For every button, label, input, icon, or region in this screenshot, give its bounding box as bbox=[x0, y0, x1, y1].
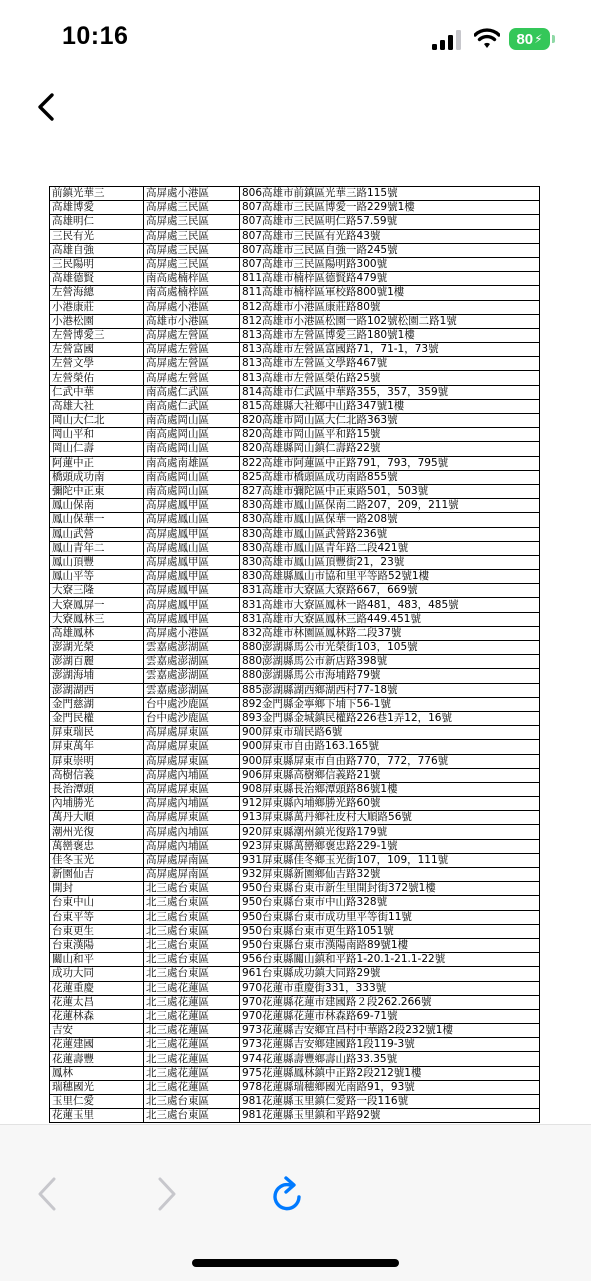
region-cell: 南高處南雄區 bbox=[144, 456, 240, 470]
charging-bolt-icon: ⚡ bbox=[534, 32, 543, 46]
table-row bbox=[50, 655, 540, 669]
region-cell: 北三處台東區 bbox=[144, 967, 240, 981]
branch-name-cell: 鳳林 bbox=[50, 1066, 144, 1080]
table-row bbox=[50, 839, 540, 853]
address-cell: 822高雄市阿蓮區中正路791，793，795號 bbox=[240, 456, 540, 470]
address-cell: 820高雄市岡山區大仁北路363號 bbox=[240, 414, 540, 428]
region-cell: 北三處台東區 bbox=[144, 924, 240, 938]
table-row bbox=[50, 598, 540, 612]
battery-icon bbox=[509, 28, 550, 50]
table-row bbox=[50, 300, 540, 314]
address-cell: 812高雄市小港區康莊路80號 bbox=[240, 300, 540, 314]
region-cell: 高屏處小港區 bbox=[144, 626, 240, 640]
region-cell: 北三處台東區 bbox=[144, 1109, 240, 1123]
branch-name-cell: 開封 bbox=[50, 882, 144, 896]
table-row bbox=[50, 938, 540, 952]
address-cell: 820高雄市岡山區平和路15號 bbox=[240, 428, 540, 442]
branch-name-cell: 鳳山保華一 bbox=[50, 513, 144, 527]
branch-name-cell: 大寮鳳屏一 bbox=[50, 598, 144, 612]
region-cell: 高屏處左營區 bbox=[144, 328, 240, 342]
battery-level: 80 bbox=[516, 30, 534, 48]
branch-name-cell: 大寮鳳林三 bbox=[50, 612, 144, 626]
region-cell: 北三處花蓮區 bbox=[144, 1052, 240, 1066]
table-row bbox=[50, 215, 540, 229]
region-cell: 高雄市小港區 bbox=[144, 314, 240, 328]
table-row bbox=[50, 456, 540, 470]
cellular-signal-icon bbox=[432, 30, 466, 50]
table-row bbox=[50, 740, 540, 754]
table-row bbox=[50, 541, 540, 555]
region-cell: 北三處台東區 bbox=[144, 882, 240, 896]
region-cell: 南高處岡山區 bbox=[144, 428, 240, 442]
region-cell: 高屏處鳳甲區 bbox=[144, 612, 240, 626]
table-row bbox=[50, 1052, 540, 1066]
branch-name-cell: 三民有光 bbox=[50, 229, 144, 243]
table-row bbox=[50, 882, 540, 896]
table-row bbox=[50, 711, 540, 725]
branch-name-cell: 鳳山青年二 bbox=[50, 541, 144, 555]
table-row bbox=[50, 811, 540, 825]
region-cell: 高屏處小港區 bbox=[144, 300, 240, 314]
address-cell: 950台東縣台東市中山路328號 bbox=[240, 896, 540, 910]
table-row bbox=[50, 272, 540, 286]
address-cell: 950台東縣台東市成功里平等街11號 bbox=[240, 910, 540, 924]
region-cell: 高屏處內埔區 bbox=[144, 839, 240, 853]
address-cell: 830高雄市鳳山區保南二路207，209，211號 bbox=[240, 499, 540, 513]
branch-name-cell: 花蓮重慶 bbox=[50, 981, 144, 995]
branch-name-cell: 屏東瑞民 bbox=[50, 726, 144, 740]
branch-name-cell: 高雄明仁 bbox=[50, 215, 144, 229]
address-cell: 973花蓮縣吉安鄉建國路1段119-3號 bbox=[240, 1038, 540, 1052]
region-cell: 高屏處三民區 bbox=[144, 215, 240, 229]
region-cell: 高屏處鳳甲區 bbox=[144, 499, 240, 513]
address-cell: 831高雄市大寮區大寮路667，669號 bbox=[240, 584, 540, 598]
address-cell: 813高雄市左營區博愛三路180號1樓 bbox=[240, 328, 540, 342]
region-cell: 南高處楠梓區 bbox=[144, 272, 240, 286]
branch-name-cell: 小港康莊 bbox=[50, 300, 144, 314]
branch-name-cell: 鳳山平等 bbox=[50, 570, 144, 584]
address-cell: 892金門縣金寧鄉下埔下56-1號 bbox=[240, 697, 540, 711]
address-cell: 893金門縣金城鎮民權路226巷1弄12，16號 bbox=[240, 711, 540, 725]
region-cell: 台中處沙鹿區 bbox=[144, 697, 240, 711]
address-cell: 813高雄市左營區富國路71，71-1，73號 bbox=[240, 343, 540, 357]
battery-tip bbox=[552, 35, 555, 43]
region-cell: 南高處岡山區 bbox=[144, 484, 240, 498]
region-cell: 雲嘉處澎湖區 bbox=[144, 641, 240, 655]
table-row bbox=[50, 853, 540, 867]
region-cell: 高屏處鳳甲區 bbox=[144, 584, 240, 598]
branch-name-cell: 澎湖百麗 bbox=[50, 655, 144, 669]
back-button[interactable] bbox=[30, 90, 64, 124]
address-cell: 920屏東縣潮州鎮光復路179號 bbox=[240, 825, 540, 839]
branch-name-cell: 前鎮光華三 bbox=[50, 187, 144, 201]
address-cell: 900屏東縣屏東市自由路770，772，776號 bbox=[240, 754, 540, 768]
address-cell: 970花蓮市重慶街331，333號 bbox=[240, 981, 540, 995]
table-body bbox=[50, 187, 540, 1123]
table-row bbox=[50, 626, 540, 640]
branch-name-cell: 花蓮林森 bbox=[50, 1009, 144, 1023]
branch-name-cell: 澎湖湖西 bbox=[50, 683, 144, 697]
region-cell: 高屏處鳳甲區 bbox=[144, 527, 240, 541]
address-cell: 975花蓮縣鳳林鎮中正路2段212號1樓 bbox=[240, 1066, 540, 1080]
address-cell: 806高雄市前鎮區光華三路115號 bbox=[240, 187, 540, 201]
address-cell: 981花蓮縣玉里鎮和平路92號 bbox=[240, 1109, 540, 1123]
address-cell: 900屏東市自由路163.165號 bbox=[240, 740, 540, 754]
address-cell: 931屏東縣佳冬鄉玉光街107，109，111號 bbox=[240, 853, 540, 867]
address-cell: 813高雄市左營區文學路467號 bbox=[240, 357, 540, 371]
branch-name-cell: 彌陀中正東 bbox=[50, 484, 144, 498]
table-row bbox=[50, 768, 540, 782]
region-cell: 北三處花蓮區 bbox=[144, 1024, 240, 1038]
branch-name-cell: 高雄鳳林 bbox=[50, 626, 144, 640]
region-cell: 高屏處屏東區 bbox=[144, 754, 240, 768]
address-cell: 825高雄市橋頭區成功南路855號 bbox=[240, 470, 540, 484]
region-cell: 北三處花蓮區 bbox=[144, 1009, 240, 1023]
branch-name-cell: 潮州光復 bbox=[50, 825, 144, 839]
address-cell: 912屏東縣內埔鄉勝光路60號 bbox=[240, 797, 540, 811]
reload-button[interactable] bbox=[270, 1175, 306, 1215]
branch-name-cell: 三民陽明 bbox=[50, 257, 144, 271]
address-cell: 831高雄市大寮區鳳林三路449.451號 bbox=[240, 612, 540, 626]
table-row bbox=[50, 1066, 540, 1080]
address-cell: 812高雄市小港區松園一路102號松園二路1號 bbox=[240, 314, 540, 328]
region-cell: 北三處花蓮區 bbox=[144, 1038, 240, 1052]
region-cell: 北三處台東區 bbox=[144, 896, 240, 910]
table-row bbox=[50, 612, 540, 626]
table-row bbox=[50, 953, 540, 967]
document-page bbox=[49, 186, 540, 1123]
branch-name-cell: 左營博愛三 bbox=[50, 328, 144, 342]
branch-name-cell: 高雄德賢 bbox=[50, 272, 144, 286]
address-cell: 815高雄縣大社鄉中山路347號1樓 bbox=[240, 399, 540, 413]
region-cell: 高屏處內埔區 bbox=[144, 768, 240, 782]
table-row bbox=[50, 399, 540, 413]
table-row bbox=[50, 782, 540, 796]
region-cell: 高屏處屏東區 bbox=[144, 726, 240, 740]
address-cell: 807高雄市三民區自強一路245號 bbox=[240, 243, 540, 257]
branch-name-cell: 大寮三隆 bbox=[50, 584, 144, 598]
table-row bbox=[50, 669, 540, 683]
table-row bbox=[50, 201, 540, 215]
table-row bbox=[50, 527, 540, 541]
branch-name-cell: 吉安 bbox=[50, 1024, 144, 1038]
table-row bbox=[50, 1095, 540, 1109]
region-cell: 高屏處左營區 bbox=[144, 343, 240, 357]
table-row bbox=[50, 967, 540, 981]
address-cell: 913屏東縣萬丹鄉社皮村大順路56號 bbox=[240, 811, 540, 825]
region-cell: 北三處台東區 bbox=[144, 910, 240, 924]
address-cell: 813高雄市左營區榮佑路25號 bbox=[240, 371, 540, 385]
region-cell: 南高處仁武區 bbox=[144, 399, 240, 413]
table-row bbox=[50, 371, 540, 385]
region-cell: 高屏處屏南區 bbox=[144, 868, 240, 882]
nav-forward-button[interactable] bbox=[154, 1176, 180, 1212]
table-row bbox=[50, 981, 540, 995]
address-cell: 950台東縣台東市漢陽南路89號1樓 bbox=[240, 938, 540, 952]
branch-name-cell: 關山和平 bbox=[50, 953, 144, 967]
wifi-icon bbox=[474, 27, 500, 49]
region-cell: 台中處沙鹿區 bbox=[144, 711, 240, 725]
address-cell: 932屏東縣新園鄉仙吉路32號 bbox=[240, 868, 540, 882]
table-row bbox=[50, 726, 540, 740]
branch-name-cell: 成功大同 bbox=[50, 967, 144, 981]
table-row bbox=[50, 286, 540, 300]
branch-name-cell: 花蓮建國 bbox=[50, 1038, 144, 1052]
region-cell: 南高處岡山區 bbox=[144, 414, 240, 428]
address-cell: 811高雄市楠梓區軍校路800號1樓 bbox=[240, 286, 540, 300]
region-cell: 雲嘉處澎湖區 bbox=[144, 683, 240, 697]
branch-name-cell: 仁武中華 bbox=[50, 385, 144, 399]
branch-name-cell: 左營海總 bbox=[50, 286, 144, 300]
address-cell: 811高雄市楠梓區德賢路479號 bbox=[240, 272, 540, 286]
region-cell: 高屏處左營區 bbox=[144, 371, 240, 385]
table-row bbox=[50, 428, 540, 442]
table-row bbox=[50, 754, 540, 768]
branch-name-cell: 花蓮玉里 bbox=[50, 1109, 144, 1123]
region-cell: 高屏處內埔區 bbox=[144, 797, 240, 811]
address-cell: 923屏東縣萬巒鄉褒忠路229-1號 bbox=[240, 839, 540, 853]
branch-name-cell: 長治潭頭 bbox=[50, 782, 144, 796]
address-cell: 906屏東縣高樹鄉信義路21號 bbox=[240, 768, 540, 782]
region-cell: 南高處岡山區 bbox=[144, 442, 240, 456]
table-row bbox=[50, 257, 540, 271]
table-row bbox=[50, 470, 540, 484]
address-cell: 830高雄市鳳山區武營路236號 bbox=[240, 527, 540, 541]
region-cell: 高屏處屏東區 bbox=[144, 782, 240, 796]
branch-name-cell: 新園仙吉 bbox=[50, 868, 144, 882]
address-cell: 830高雄市鳳山區頂豐街21，23號 bbox=[240, 555, 540, 569]
address-cell: 807高雄市三民區陽明路300號 bbox=[240, 257, 540, 271]
region-cell: 北三處花蓮區 bbox=[144, 1066, 240, 1080]
region-cell: 高屏處內埔區 bbox=[144, 825, 240, 839]
branch-name-cell: 左營文學 bbox=[50, 357, 144, 371]
region-cell: 北三處台東區 bbox=[144, 938, 240, 952]
branch-name-cell: 澎湖光榮 bbox=[50, 641, 144, 655]
table-row bbox=[50, 1109, 540, 1123]
branch-name-cell: 阿蓮中正 bbox=[50, 456, 144, 470]
table-row bbox=[50, 896, 540, 910]
table-row bbox=[50, 1024, 540, 1038]
address-cell: 978花蓮縣瑞穗鄉國光南路91，93號 bbox=[240, 1080, 540, 1094]
branch-name-cell: 岡山平和 bbox=[50, 428, 144, 442]
branch-name-cell: 花蓮壽豐 bbox=[50, 1052, 144, 1066]
table-row bbox=[50, 499, 540, 513]
branch-name-cell: 萬巒褒忠 bbox=[50, 839, 144, 853]
table-row bbox=[50, 343, 540, 357]
table-row bbox=[50, 924, 540, 938]
address-cell: 830高雄市鳳山區青年路二段421號 bbox=[240, 541, 540, 555]
branch-name-cell: 岡山仁壽 bbox=[50, 442, 144, 456]
branch-name-cell: 左營榮佑 bbox=[50, 371, 144, 385]
table-row bbox=[50, 910, 540, 924]
region-cell: 南高處岡山區 bbox=[144, 470, 240, 484]
address-cell: 827高雄市彌陀區中正東路501，503號 bbox=[240, 484, 540, 498]
branch-name-cell: 內埔勝光 bbox=[50, 797, 144, 811]
table-row bbox=[50, 385, 540, 399]
table-row bbox=[50, 328, 540, 342]
region-cell: 高屏處屏東區 bbox=[144, 811, 240, 825]
region-cell: 南高處仁武區 bbox=[144, 385, 240, 399]
branch-name-cell: 鳳山保南 bbox=[50, 499, 144, 513]
table-row bbox=[50, 513, 540, 527]
region-cell: 北三處台東區 bbox=[144, 953, 240, 967]
branch-name-cell: 台東中山 bbox=[50, 896, 144, 910]
address-cell: 820高雄縣岡山鎮仁壽路22號 bbox=[240, 442, 540, 456]
branch-name-cell: 高雄博愛 bbox=[50, 201, 144, 215]
address-cell: 956台東縣關山鎮和平路1-20.1-21.1-22號 bbox=[240, 953, 540, 967]
branch-name-cell: 花蓮太昌 bbox=[50, 995, 144, 1009]
address-cell: 814高雄市仁武區中華路355，357，359號 bbox=[240, 385, 540, 399]
table-row bbox=[50, 825, 540, 839]
branch-address-table bbox=[49, 186, 540, 1123]
address-cell: 807高雄市三民區博愛一路229號1樓 bbox=[240, 201, 540, 215]
address-cell: 974花蓮縣壽豐鄉壽山路33.35號 bbox=[240, 1052, 540, 1066]
branch-name-cell: 台東漢陽 bbox=[50, 938, 144, 952]
branch-name-cell: 高雄自強 bbox=[50, 243, 144, 257]
table-row bbox=[50, 442, 540, 456]
address-cell: 830高雄縣鳳山市協和里平等路52號1樓 bbox=[240, 570, 540, 584]
region-cell: 北三處台東區 bbox=[144, 1095, 240, 1109]
region-cell: 北三處花蓮區 bbox=[144, 995, 240, 1009]
address-cell: 970花蓮縣花蓮市林森路69-71號 bbox=[240, 1009, 540, 1023]
branch-name-cell: 瑞穗國光 bbox=[50, 1080, 144, 1094]
branch-name-cell: 金門民權 bbox=[50, 711, 144, 725]
table-row bbox=[50, 414, 540, 428]
region-cell: 南高處楠梓區 bbox=[144, 286, 240, 300]
table-row bbox=[50, 1038, 540, 1052]
table-row bbox=[50, 357, 540, 371]
region-cell: 高屏處鳳山區 bbox=[144, 513, 240, 527]
address-cell: 830高雄市鳳山區保華一路208號 bbox=[240, 513, 540, 527]
address-cell: 880澎湖縣馬公市海埔路79號 bbox=[240, 669, 540, 683]
address-cell: 950台東縣台東市更生路1051號 bbox=[240, 924, 540, 938]
table-row bbox=[50, 697, 540, 711]
branch-name-cell: 高雄大社 bbox=[50, 399, 144, 413]
table-row bbox=[50, 484, 540, 498]
table-row bbox=[50, 314, 540, 328]
region-cell: 高屏處屏東區 bbox=[144, 740, 240, 754]
address-cell: 908屏東縣長治鄉潭頭路86號1樓 bbox=[240, 782, 540, 796]
address-cell: 900屏東市瑞民路6號 bbox=[240, 726, 540, 740]
table-row bbox=[50, 1009, 540, 1023]
status-bar bbox=[0, 0, 591, 80]
table-row bbox=[50, 229, 540, 243]
region-cell: 高屏處鳳甲區 bbox=[144, 555, 240, 569]
branch-name-cell: 金門慈湖 bbox=[50, 697, 144, 711]
region-cell: 雲嘉處澎湖區 bbox=[144, 669, 240, 683]
branch-name-cell: 鳳山武營 bbox=[50, 527, 144, 541]
address-cell: 981花蓮縣玉里鎮仁愛路一段116號 bbox=[240, 1095, 540, 1109]
branch-name-cell: 台東平等 bbox=[50, 910, 144, 924]
table-row bbox=[50, 995, 540, 1009]
address-cell: 832高雄市林園區鳳林路二段37號 bbox=[240, 626, 540, 640]
branch-name-cell: 屏東崇明 bbox=[50, 754, 144, 768]
address-cell: 807高雄市三民區明仁路57.59號 bbox=[240, 215, 540, 229]
nav-back-button[interactable] bbox=[34, 1176, 60, 1212]
home-indicator bbox=[192, 1259, 399, 1267]
address-cell: 880澎湖縣馬公市新店路398號 bbox=[240, 655, 540, 669]
region-cell: 北三處花蓮區 bbox=[144, 981, 240, 995]
region-cell: 高屏處三民區 bbox=[144, 229, 240, 243]
branch-name-cell: 萬丹大順 bbox=[50, 811, 144, 825]
table-row bbox=[50, 683, 540, 697]
region-cell: 高屏處屏南區 bbox=[144, 853, 240, 867]
region-cell: 北三處花蓮區 bbox=[144, 1080, 240, 1094]
address-cell: 950台東縣台東市新生里開封街372號1樓 bbox=[240, 882, 540, 896]
branch-name-cell: 台東更生 bbox=[50, 924, 144, 938]
table-row bbox=[50, 243, 540, 257]
address-cell: 973花蓮縣吉安鄉宜昌村中華路2段232號1樓 bbox=[240, 1024, 540, 1038]
branch-name-cell: 橋頭成功南 bbox=[50, 470, 144, 484]
region-cell: 高屏處三民區 bbox=[144, 243, 240, 257]
region-cell: 高屏處鳳甲區 bbox=[144, 598, 240, 612]
table-row bbox=[50, 555, 540, 569]
address-cell: 970花蓮縣花蓮市建國路２段262.266號 bbox=[240, 995, 540, 1009]
branch-name-cell: 鳳山頂豐 bbox=[50, 555, 144, 569]
branch-name-cell: 小港松園 bbox=[50, 314, 144, 328]
table-row bbox=[50, 641, 540, 655]
address-cell: 880澎湖縣馬公市光榮街103，105號 bbox=[240, 641, 540, 655]
table-row bbox=[50, 187, 540, 201]
branch-name-cell: 澎湖海埔 bbox=[50, 669, 144, 683]
address-cell: 807高雄市三民區有光路43號 bbox=[240, 229, 540, 243]
status-time: 10:16 bbox=[62, 22, 129, 50]
branch-name-cell: 岡山大仁北 bbox=[50, 414, 144, 428]
table-row bbox=[50, 1080, 540, 1094]
region-cell: 雲嘉處澎湖區 bbox=[144, 655, 240, 669]
region-cell: 高屏處鳳山區 bbox=[144, 541, 240, 555]
region-cell: 高屏處小港區 bbox=[144, 187, 240, 201]
branch-name-cell: 玉里仁愛 bbox=[50, 1095, 144, 1109]
region-cell: 高屏處三民區 bbox=[144, 201, 240, 215]
branch-name-cell: 高樹信義 bbox=[50, 768, 144, 782]
branch-name-cell: 左營富國 bbox=[50, 343, 144, 357]
address-cell: 961台東縣成功鎮大同路29號 bbox=[240, 967, 540, 981]
table-row bbox=[50, 584, 540, 598]
branch-name-cell: 佳冬玉光 bbox=[50, 853, 144, 867]
table-row bbox=[50, 797, 540, 811]
address-cell: 831高雄市大寮區鳳林一路481，483，485號 bbox=[240, 598, 540, 612]
region-cell: 高屏處三民區 bbox=[144, 257, 240, 271]
branch-name-cell: 屏東萬年 bbox=[50, 740, 144, 754]
region-cell: 高屏處左營區 bbox=[144, 357, 240, 371]
table-row bbox=[50, 570, 540, 584]
region-cell: 高屏處鳳甲區 bbox=[144, 570, 240, 584]
address-cell: 885澎湖縣湖西鄉湖西村77-18號 bbox=[240, 683, 540, 697]
table-row bbox=[50, 868, 540, 882]
